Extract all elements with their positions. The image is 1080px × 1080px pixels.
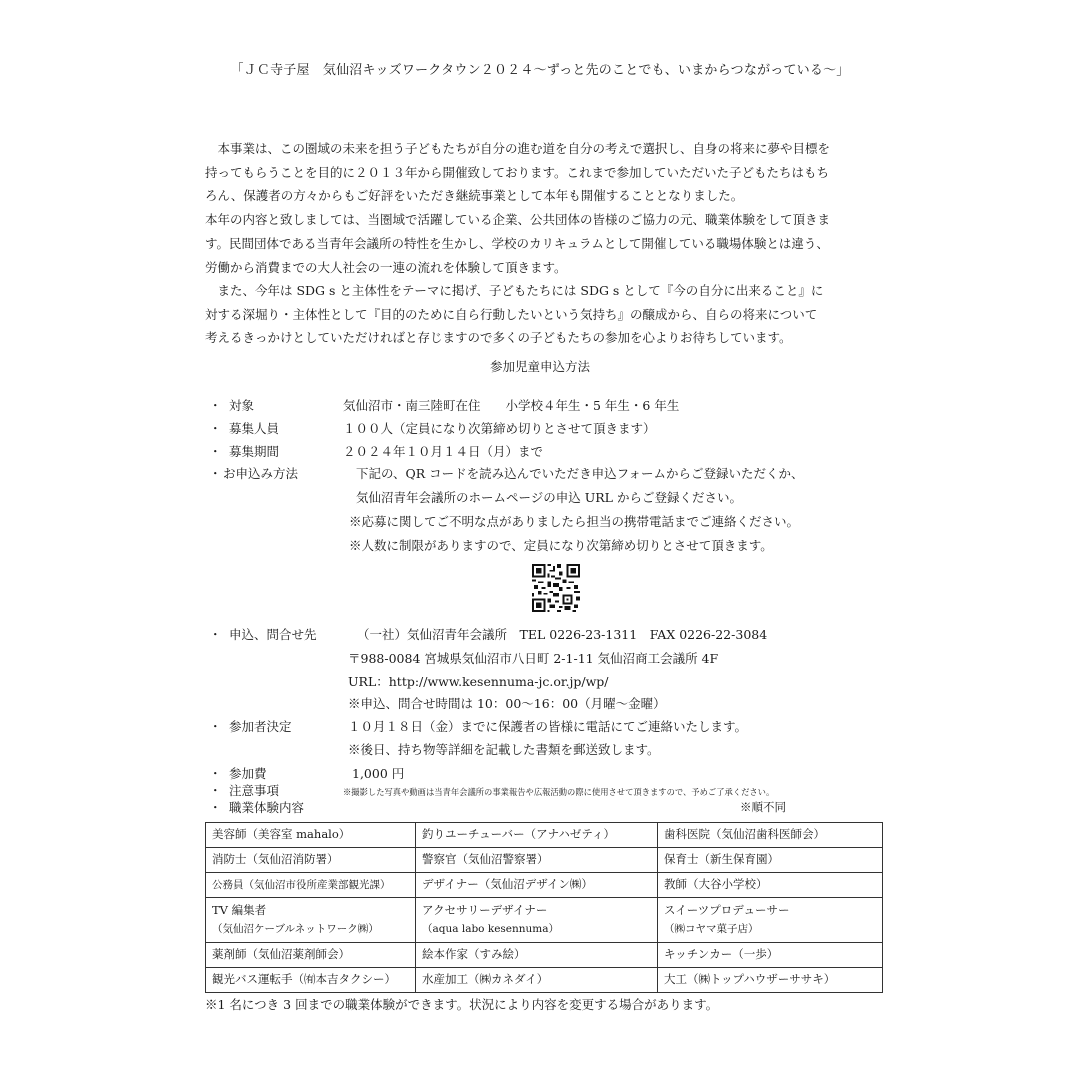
bullet: ・ (209, 444, 222, 459)
table-cell: 教師（大谷小学校） (658, 873, 883, 898)
capacity-label: 募集人員 (229, 421, 280, 436)
jobs-order-note: ※順不同 (740, 800, 786, 814)
intro-line: 本事業は、この圏域の未来を担う子どもたちが自分の進む道を自分の考えで選択し、自身の将来に夢や目標を (205, 141, 831, 156)
table-row (206, 968, 883, 993)
footer-note: ※1 名につき 3 回までの職業体験ができます。状況により内容を変更する場合があります。 (205, 997, 719, 1012)
cell-subline: （aqua labo kesennuma） (422, 923, 560, 935)
decision-label: 参加者決定 (229, 719, 292, 734)
bullet: ・ (209, 398, 222, 413)
apply-line: 下記の、QR コードを読み込んでいただき申込フォームからご登録いただくか、 (356, 466, 804, 481)
notes-label: 注意事項 (229, 783, 280, 798)
period-label: 募集期間 (229, 444, 280, 459)
intro-line: 本年の内容と致しましては、当圏域で活躍している企業、公共団体の皆様のご協力の元、職業体験をして頂きま (205, 212, 831, 227)
table-row (206, 848, 883, 873)
bullet: ・ (209, 783, 222, 798)
bullet: ・ (209, 800, 222, 815)
bullet: ・ (209, 719, 222, 734)
table-cell: 消防士（気仙沼消防署） (206, 848, 416, 873)
section-heading: 参加児童申込方法 (489, 359, 590, 374)
qr-code[interactable] (532, 564, 580, 612)
table-cell: 釣りユーチューバー（アナハゼティ） (416, 823, 658, 848)
notes-value: ※撮影した写真や動画は当青年会議所の事業報告や広報活動の際に使用させて頂きますので、予めご了承ください。 (343, 787, 775, 797)
contact-hours: ※申込、問合せ時間は 10：00～16：00（月曜～金曜） (348, 696, 666, 711)
contact-url[interactable]: URL：http://www.kesennuma-jc.or.jp/wp/ (348, 674, 609, 689)
table-cell: 大工（㈱トップハウザーササキ） (658, 968, 883, 993)
contact-label: 申込、問合せ先 (229, 627, 317, 642)
cell-line: TV 編集者 (212, 903, 267, 917)
table-row (206, 823, 883, 848)
table-cell: 観光バス運転手（㈲本吉タクシー） (206, 968, 416, 993)
intro-line: 持ってもらうことを目的に２０１３年から開催致しております。これまで参加していただいた子どもたちはもち (205, 165, 830, 180)
table-cell (416, 898, 658, 943)
cell-subline: （㈱コヤマ菓子店） (664, 923, 759, 935)
cell-line: スイーツプロデューサー (664, 903, 790, 917)
apply-line: 気仙沼青年会議所のホームページの申込 URL からご登録ください。 (356, 490, 742, 505)
cell-subline: （気仙沼ケーブルネットワーク㈱） (212, 923, 379, 935)
capacity-value: １００人（定員になり次第締め切りとさせて頂きます） (343, 421, 656, 436)
bullet: ・ (209, 421, 222, 436)
jobs-table (205, 822, 883, 993)
table-cell: 公務員（気仙沼市役所産業部観光課） (206, 873, 416, 898)
target-value: 気仙沼市・南三陸町在住 小学校４年生・5 年生・6 年生 (343, 398, 680, 413)
intro-line: す。民間団体である当青年会議所の特性を生かし、学校のカリキュラムとして開催している職場体験とは違う、 (205, 236, 829, 251)
intro-line: 考えるきっかけとしていただければと存じますので多くの子どもたちの参加を心よりお待ちしています。 (205, 330, 792, 345)
table-cell: 絵本作家（すみ絵） (416, 943, 658, 968)
apply-note: ※応募に関してご不明な点がありましたら担当の携帯電話までご連絡ください。 (349, 514, 800, 529)
table-row (206, 873, 883, 898)
contact-address: 〒988-0084 宮城県気仙沼市八日町 2-1-11 気仙沼商工会議所 4F (348, 651, 719, 666)
table-cell: デザイナー（気仙沼デザイン㈱） (416, 873, 658, 898)
bullet: ・ (209, 627, 222, 642)
target-label: 対象 (229, 398, 255, 413)
intro-line: ろん、保護者の方々からもご好評をいただき継続事業として本年も開催することとなりました。 (205, 188, 744, 203)
table-cell (206, 898, 416, 943)
apply-note: ※人数に制限がありますので、定員になり次第締め切りとさせて頂きます。 (349, 538, 773, 553)
table-row (206, 898, 883, 943)
page-title: 「ＪＣ寺子屋 気仙沼キッズワークタウン２０２４～ずっと先のことでも、いまからつながっている～」 (230, 63, 850, 78)
period-value: ２０２４年１０月１４日（月）まで (343, 444, 544, 459)
intro-line: また、今年は SDG s と主体性をテーマに掲げ、子どもたちには SDG s として『今の自分に出来ること』に (205, 283, 824, 298)
table-cell: 歯科医院（気仙沼歯科医師会） (658, 823, 883, 848)
cell-line: アクセサリーデザイナー (422, 903, 548, 917)
table-cell: 保育士（新生保育園） (658, 848, 883, 873)
table-cell: 水産加工（㈱カネダイ） (416, 968, 658, 993)
decision-line: １０月１８日（金）までに保護者の皆様に電話にてご連絡いたします。 (348, 719, 748, 734)
contact-line: （一社）気仙沼青年会議所 TEL 0226-23-1311 FAX 0226-22-3084 (357, 627, 768, 642)
table-row (206, 943, 883, 968)
intro-line: 対する深堀り・主体性として『目的のために自ら行動したいという気持ち』の醸成から、自らの将来について (205, 307, 818, 322)
intro-line: 労働から消費までの大人社会の一連の流れを体験して頂きます。 (205, 260, 567, 275)
decision-note: ※後日、持ち物等詳細を記載した書類を郵送致します。 (348, 742, 660, 757)
fee-label: 参加費 (229, 766, 267, 781)
table-cell (658, 898, 883, 943)
table-cell: 美容師（美容室 mahalo） (206, 823, 416, 848)
table-cell: 警察官（気仙沼警察署） (416, 848, 658, 873)
apply-label: お申込み方法 (223, 466, 299, 481)
bullet: ・ (209, 766, 222, 781)
table-cell: キッチンカー（一歩） (658, 943, 883, 968)
jobs-label: 職業体験内容 (229, 800, 305, 815)
bullet: ・ (209, 466, 222, 481)
table-cell: 薬剤師（気仙沼薬剤師会） (206, 943, 416, 968)
fee-value: 1,000 円 (352, 766, 405, 781)
